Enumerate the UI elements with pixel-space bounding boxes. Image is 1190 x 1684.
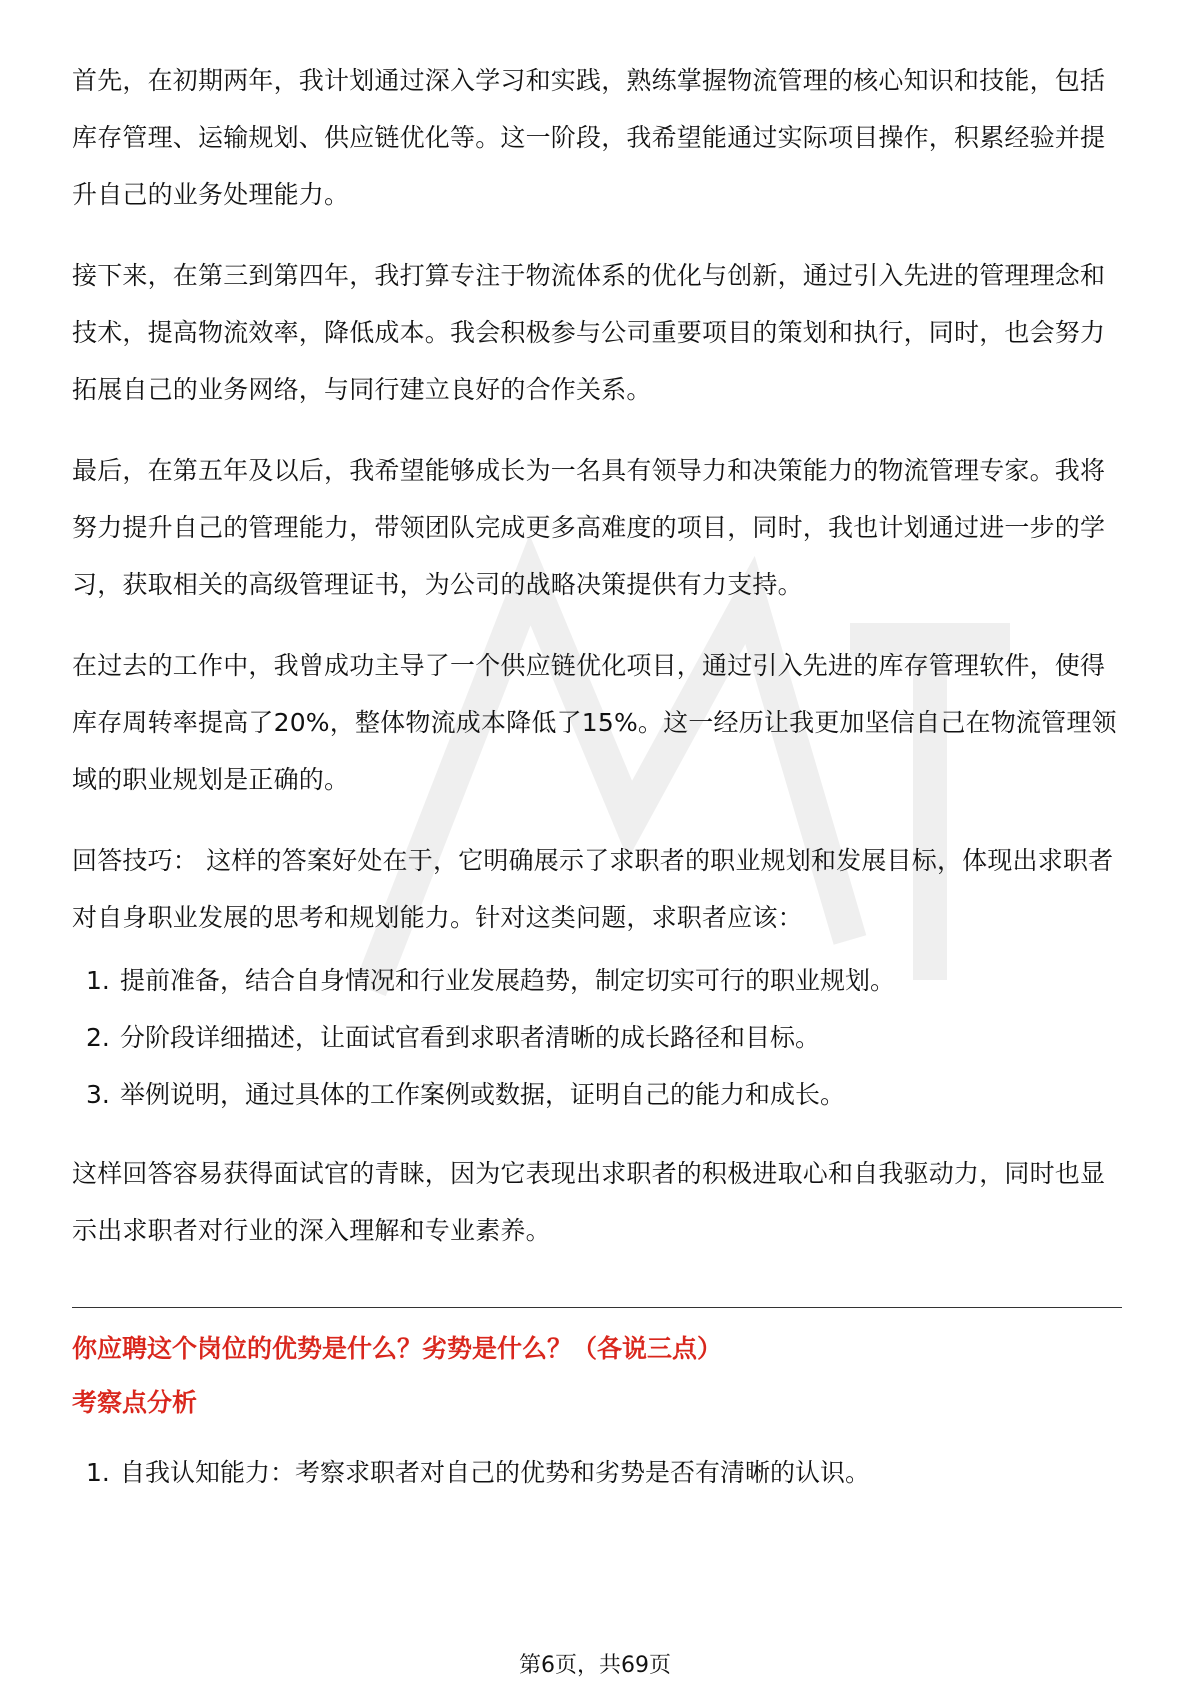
page-footer: 第6页，共69页: [519, 1653, 671, 1678]
question-title: 你应聘这个岗位的优势是什么？劣势是什么？（各说三点）: [72, 1334, 723, 1363]
paragraph-closing: 这样回答容易获得面试官的青睐，因为它表现出求职者的积极进取心和自我驱动力，同时也显示出求职者对行业的深入理解和专业素养。: [72, 1159, 1106, 1245]
list-item: [72, 1009, 1122, 1066]
list-item-text: 举例说明，通过具体的工作案例或数据，证明自己的能力和成长。: [120, 1080, 846, 1109]
list-item: [72, 1444, 1122, 1501]
paragraph-plan-phase-1: 首先，在初期两年，我计划通过深入学习和实践，熟练掌握物流管理的核心知识和技能，包括库存管理、运输规划、供应链优化等。这一阶段，我希望能通过实际项目操作，积累经验并提升自己的业务处理能力。: [72, 66, 1106, 209]
list-item-number: 2.: [86, 1023, 110, 1052]
list-item-number: 3.: [86, 1080, 110, 1109]
paragraph-plan-phase-2: 接下来，在第三到第四年，我打算专注于物流体系的优化与创新，通过引入先进的管理理念和技术，提高物流效率，降低成本。我会积极参与公司重要项目的策划和执行，同时，也会努力拓展自己的业务网络，与同行建立良好的合作关系。: [72, 261, 1106, 404]
analysis-points-list: [72, 1444, 1122, 1501]
paragraph-plan-phase-3: 最后，在第五年及以后，我希望能够成长为一名具有领导力和决策能力的物流管理专家。我将努力提升自己的管理能力，带领团队完成更多高难度的项目，同时，我也计划通过进一步的学习，获取相关的高级管理证书，为公司的战略决策提供有力支持。: [72, 456, 1106, 599]
list-item-number: 1.: [86, 966, 110, 995]
section-divider: [72, 1307, 1122, 1308]
list-item: [72, 952, 1122, 1009]
list-item: [72, 1066, 1122, 1123]
list-item-number: 1.: [86, 1458, 110, 1487]
list-item-text: 提前准备，结合自身情况和行业发展趋势，制定切实可行的职业规划。: [120, 966, 896, 995]
tips-list: [72, 952, 1122, 1123]
list-item-text: 自我认知能力：考察求职者对自己的优势和劣势是否有清晰的认识。: [120, 1458, 871, 1487]
analysis-heading: 考察点分析: [72, 1388, 198, 1417]
list-item-text: 分阶段详细描述，让面试官看到求职者清晰的成长路径和目标。: [120, 1023, 821, 1052]
page-content: [72, 52, 1122, 1523]
paragraph-past-experience: 在过去的工作中，我曾成功主导了一个供应链优化项目，通过引入先进的库存管理软件，使得库存周转率提高了20%，整体物流成本降低了15%。这一经历让我更加坚信自己在物流管理领域的职业规划是正确的。: [72, 651, 1117, 794]
paragraph-answer-tips: 回答技巧： 这样的答案好处在于，它明确展示了求职者的职业规划和发展目标，体现出求职者对自身职业发展的思考和规划能力。针对这类问题，求职者应该：: [72, 846, 1114, 932]
